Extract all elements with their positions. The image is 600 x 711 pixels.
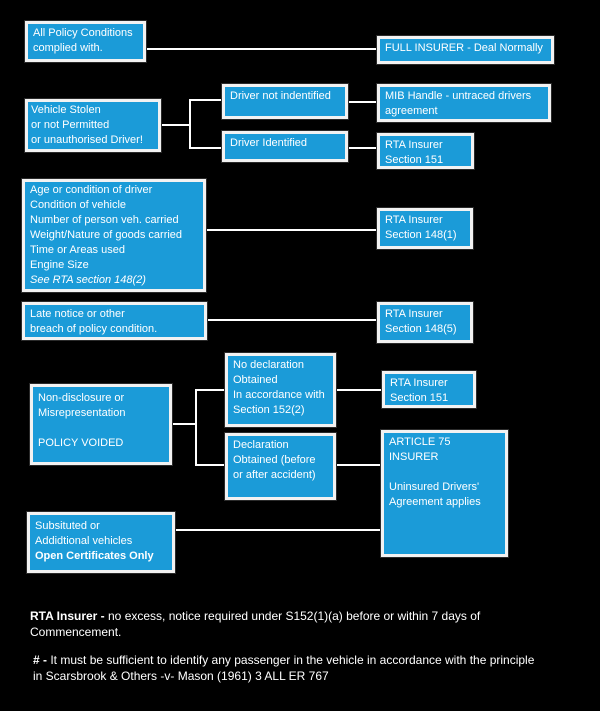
node-non-disclosure — [30, 384, 172, 465]
text-line: FULL INSURER - Deal Normally — [385, 42, 543, 54]
text-line: Addidtional vehicles — [35, 535, 133, 547]
node-substituted-vehicles — [27, 512, 175, 573]
connector-line — [146, 48, 377, 50]
node-policy-conditions-list — [22, 179, 206, 292]
text-line: Section 148(5) — [385, 323, 457, 335]
footnote-bold-label: RTA Insurer - — [30, 609, 105, 623]
text-line: RTA Insurer — [385, 139, 443, 151]
node-rta-insurer-s148-5 — [377, 302, 473, 343]
node-late-notice — [22, 302, 207, 340]
text-line: Declaration — [233, 439, 289, 451]
text-line: RTA Insurer — [385, 308, 443, 320]
text-line: All Policy Conditions — [33, 27, 133, 39]
node-driver-not-identified — [222, 84, 348, 119]
text-line: Time or Areas used — [30, 244, 125, 256]
text-line: Condition of vehicle — [30, 199, 127, 211]
text-line: No declaration — [233, 359, 304, 371]
node-driver-identified — [222, 131, 348, 162]
text-line: Section 148(1) — [385, 229, 457, 241]
footnote-text: no excess, notice required under S152(1)(a) before or within 7 days of — [104, 609, 481, 623]
text-line: See RTA section 148(2) — [30, 274, 146, 286]
text-line: breach of policy condition. — [30, 323, 158, 335]
connector-line — [195, 464, 225, 466]
text-line: RTA Insurer — [390, 377, 448, 389]
connector-line — [189, 99, 191, 149]
text-line: Misrepresentation — [38, 407, 126, 419]
text-line: Late notice or other — [30, 308, 125, 320]
text-line: Driver Identified — [230, 137, 308, 149]
connector-line — [175, 529, 381, 531]
node-rta-insurer-s151-top — [377, 133, 474, 169]
text-line: ARTICLE 75 — [389, 436, 451, 448]
connector-line — [336, 464, 381, 466]
text-line: Weight/Nature of goods carried — [30, 229, 183, 241]
connector-line — [195, 389, 197, 466]
node-all-policy-conditions — [25, 21, 146, 62]
text-line: Subsituted or — [35, 520, 100, 532]
footnote-text-line2: Commencement. — [30, 625, 122, 639]
text-line: Age or condition of driver — [30, 184, 153, 196]
footnote-bold-label: # - — [33, 653, 48, 667]
node-rta-insurer-s148-1 — [377, 208, 473, 249]
node-rta-insurer-s151-mid — [382, 371, 476, 408]
text-line: or after accident) — [233, 469, 316, 481]
text-line: Open Certificates Only — [35, 550, 154, 562]
text-line: Section 151 — [385, 154, 444, 166]
node-article-75-insurer — [381, 430, 508, 557]
connector-line — [348, 101, 377, 103]
text-line: POLICY VOIDED — [38, 437, 124, 449]
connector-line — [348, 147, 377, 149]
text-line: Number of person veh. carried — [30, 214, 179, 226]
text-line: or not Permitted — [31, 119, 110, 131]
connector-line — [189, 99, 222, 101]
text-line: MIB Handle - untraced drivers — [385, 90, 532, 102]
text-line: Engine Size — [30, 259, 89, 271]
connector-line — [189, 147, 222, 149]
text-line: In accordance with — [233, 389, 325, 401]
text-line: Section 152(2) — [233, 404, 305, 416]
text-line: INSURER — [389, 451, 439, 463]
text-line: Obtained (before — [233, 454, 316, 466]
connector-line — [172, 423, 197, 425]
connector-line — [195, 389, 225, 391]
connector-line — [206, 229, 377, 231]
text-line: Section 151 — [390, 392, 449, 404]
text-line: or unauthorised Driver! — [31, 134, 143, 146]
text-line: Agreement applies — [389, 496, 481, 508]
connector-line — [336, 389, 382, 391]
text-line — [38, 421, 164, 436]
connector-line — [161, 124, 191, 126]
text-line: Obtained — [233, 374, 278, 386]
text-line: agreement — [385, 105, 438, 117]
connector-line — [207, 319, 377, 321]
node-vehicle-stolen — [25, 99, 161, 152]
text-line: Non-disclosure or — [38, 392, 125, 404]
text-line: Uninsured Drivers' — [389, 481, 480, 493]
footnote-rta-insurer — [30, 608, 575, 640]
text-line: Driver not indentified — [230, 90, 331, 102]
text-line — [389, 465, 500, 480]
node-no-declaration — [225, 353, 336, 427]
text-line: Vehicle Stolen — [31, 104, 101, 116]
footnote-text: It must be sufficient to identify any passenger in the vehicle in accordance with the principle — [47, 653, 535, 667]
text-line: RTA Insurer — [385, 214, 443, 226]
node-full-insurer — [377, 36, 554, 64]
footnote-passenger-identification — [33, 652, 583, 684]
node-declaration-obtained — [225, 433, 336, 500]
text-line: complied with. — [33, 42, 103, 54]
node-mib-handle — [377, 84, 551, 122]
footnote-text-line2: in Scarsbrook & Others -v- Mason (1961) 3 ALL ER 767 — [33, 669, 329, 683]
